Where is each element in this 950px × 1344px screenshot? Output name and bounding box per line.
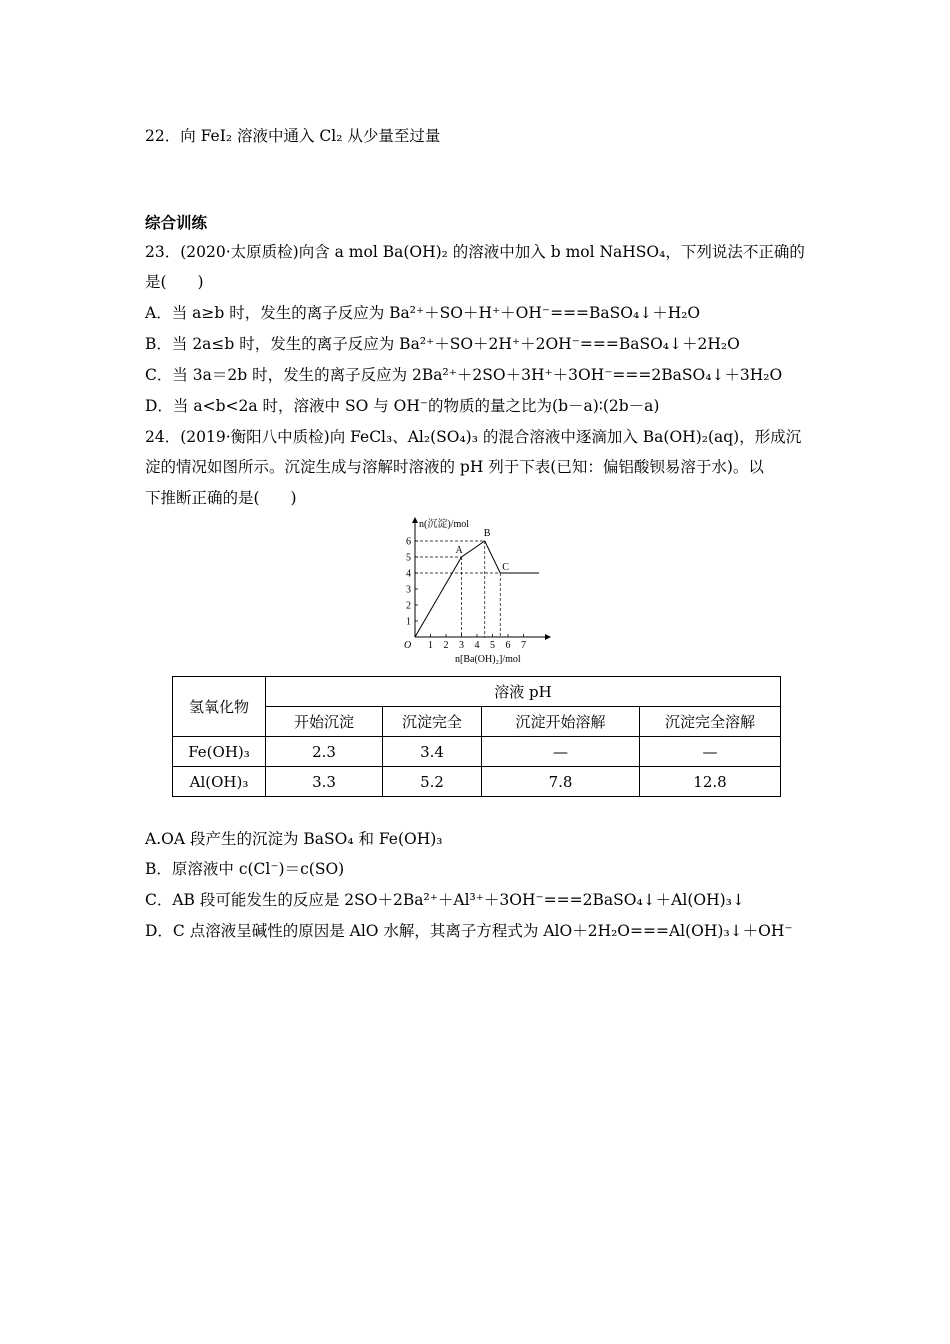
q24-option-b: B．原溶液中 c(Cl⁻)＝c(SO) — [145, 860, 345, 878]
table-row-header: 氢氧化物 — [173, 677, 266, 737]
row-name: Al(OH)₃ — [173, 767, 266, 797]
column-header: 沉淀开始溶解 — [482, 707, 640, 737]
y-tick-label: 1 — [406, 616, 411, 628]
q24-option-a: A.OA 段产生的沉淀为 BaSO₄ 和 Fe(OH)₃ — [145, 830, 443, 848]
y-tick-label: 2 — [406, 600, 411, 612]
column-header: 开始沉淀 — [266, 707, 383, 737]
table-cell: 3.4 — [383, 737, 482, 767]
q24-stem-line-1: 24．(2019·衡阳八中质检)向 FeCl₃、Al₂(SO₄)₃ 的混合溶液中逐滴加入 Ba(OH)₂(aq)，形成沉 — [145, 428, 802, 446]
q24-stem-line-3: 下推断正确的是( ) — [145, 489, 297, 507]
column-header: 沉淀完全 — [383, 707, 482, 737]
ph-table — [172, 676, 781, 797]
q24-option-c: C．AB 段可能发生的反应是 2SO＋2Ba²⁺＋Al³⁺＋3OH⁻===2BaSO₄↓＋Al(OH)₃↓ — [145, 891, 745, 909]
x-tick-label: 1 — [428, 640, 433, 651]
precipitate-chart — [395, 515, 555, 665]
q23-option-a: A．当 a≥b 时，发生的离子反应为 Ba²⁺＋SO＋H⁺＋OH⁻===BaSO₄↓＋H₂O — [145, 304, 701, 322]
q24-option-d: D．C 点溶液呈碱性的原因是 AlO 水解，其离子方程式为 AlO＋2H₂O===Al(OH)₃↓＋OH⁻ — [145, 922, 793, 940]
question-22: 22．向 FeI₂ 溶液中通入 Cl₂ 从少量至过量 — [145, 127, 441, 145]
x-tick-label: 6 — [505, 640, 511, 651]
table-cell: — — [640, 737, 781, 767]
q23-stem-line-1: 23．(2020·太原质检)向含 a mol Ba(OH)₂ 的溶液中加入 b mol NaHSO₄，下列说法不正确的 — [145, 243, 805, 261]
point-label: B — [483, 528, 491, 539]
table-cell: — — [482, 737, 640, 767]
point-label: C — [502, 562, 509, 573]
table-cell: 12.8 — [640, 767, 781, 797]
origin-label: O — [404, 640, 412, 651]
q23-option-b: B．当 2a≤b 时，发生的离子反应为 Ba²⁺＋SO＋2H⁺＋2OH⁻===BaSO₄↓＋2H₂O — [145, 335, 740, 353]
table-row — [173, 767, 781, 797]
section-title: 综合训练 — [145, 213, 208, 232]
y-axis-label: n(沉淀)/mol — [419, 519, 469, 530]
y-tick-label: 3 — [406, 584, 411, 596]
x-axis-arrow — [545, 634, 551, 640]
x-tick-label: 7 — [521, 640, 526, 651]
y-tick-label: 6 — [406, 536, 411, 548]
table-cell: 7.8 — [482, 767, 640, 797]
table-cell: 2.3 — [266, 737, 383, 767]
q23-option-c: C．当 3a＝2b 时，发生的离子反应为 2Ba²⁺＋2SO＋3H⁺＋3OH⁻===2BaSO₄↓＋3H₂O — [145, 366, 783, 384]
y-tick-label: 4 — [406, 568, 411, 580]
y-axis-arrow — [412, 517, 418, 523]
table-cell: 5.2 — [383, 767, 482, 797]
series-line — [415, 541, 539, 637]
x-axis-label: n[Ba(OH)₂]/mol — [455, 654, 521, 665]
x-tick-label: 3 — [459, 640, 464, 651]
q24-stem-line-2: 淀的情况如图所示。沉淀生成与溶解时溶液的 pH 列于下表(已知：偏铝酸钡易溶于水)。以 — [145, 458, 764, 476]
table-group-header: 溶液 pH — [266, 677, 781, 707]
y-tick-label: 5 — [406, 552, 411, 564]
q23-stem-line-2: 是( ) — [145, 273, 204, 291]
point-label: A — [455, 545, 463, 556]
table-cell: 3.3 — [266, 767, 383, 797]
q23-option-d: D．当 a<b<2a 时，溶液中 SO 与 OH⁻的物质的量之比为(b－a)∶(2b－a) — [145, 397, 660, 415]
row-name: Fe(OH)₃ — [173, 737, 266, 767]
x-tick-label: 5 — [490, 640, 495, 651]
x-tick-label: 4 — [474, 640, 480, 651]
table-row — [173, 737, 781, 767]
x-tick-label: 2 — [443, 640, 449, 651]
column-header: 沉淀完全溶解 — [640, 707, 781, 737]
